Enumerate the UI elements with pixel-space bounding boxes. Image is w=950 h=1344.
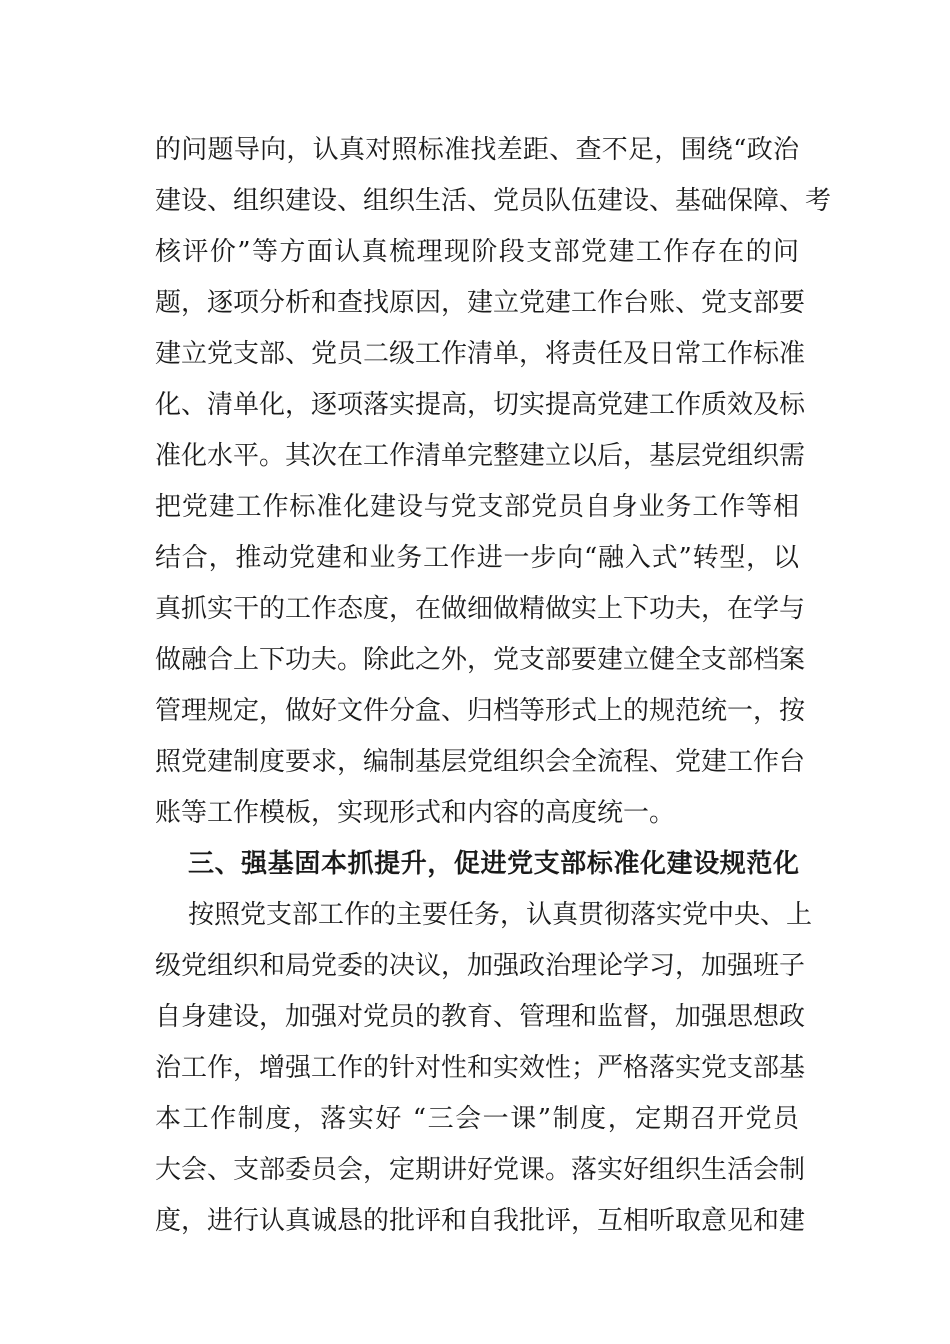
paragraph-2-line-6: 大会、支部委员会，定期讲好党课。落实好组织生活会制 — [155, 1155, 806, 1185]
paragraph-1-line-6: 化、清单化，逐项落实提高，切实提高党建工作质效及标 — [155, 390, 806, 420]
paragraph-1-line-3: 核评价”等方面认真梳理现阶段支部党建工作存在的问 — [155, 237, 799, 267]
paragraph-1-line-13: 照党建制度要求，编制基层党组织会全流程、党建工作台 — [155, 747, 806, 777]
paragraph-2-line-2: 级党组织和局党委的决议，加强政治理论学习，加强班子 — [155, 951, 806, 981]
paragraph-1-line-14: 账等工作模板，实现形式和内容的高度统一。 — [155, 798, 676, 828]
section-heading: 三、强基固本抓提升，促进党支部标准化建设规范化 — [188, 849, 799, 879]
paragraph-1-line-11: 做融合上下功夫。除此之外，党支部要建立健全支部档案 — [155, 645, 806, 675]
paragraph-1-line-4: 题，逐项分析和查找原因，建立党建工作台账、党支部要 — [155, 288, 806, 318]
paragraph-1-line-9: 结合，推动党建和业务工作进一步向“融入式”转型，以 — [155, 543, 799, 573]
paragraph-1-line-10: 真抓实干的工作态度，在做细做精做实上下功夫，在学与 — [155, 594, 806, 624]
paragraph-1-line-1: 的问题导向，认真对照标准找差距、查不足，围绕“政治 — [155, 135, 799, 165]
paragraph-2-line-1: 按照党支部工作的主要任务，认真贯彻落实党中央、上 — [188, 900, 813, 930]
paragraph-1-line-7: 准化水平。其次在工作清单完整建立以后，基层党组织需 — [155, 441, 806, 471]
paragraph-1-line-8: 把党建工作标准化建设与党支部党员自身业务工作等相 — [155, 492, 799, 522]
paragraph-1-line-12: 管理规定，做好文件分盒、归档等形式上的规范统一，按 — [155, 696, 806, 726]
paragraph-1-line-5: 建立党支部、党员二级工作清单，将责任及日常工作标准 — [155, 339, 806, 369]
paragraph-2-line-3: 自身建设，加强对党员的教育、管理和监督，加强思想政 — [155, 1002, 806, 1032]
paragraph-2-line-4: 治工作，增强工作的针对性和实效性；严格落实党支部基 — [155, 1053, 806, 1083]
paragraph-1-line-2: 建设、组织建设、组织生活、党员队伍建设、基础保障、考 — [155, 186, 832, 216]
paragraph-2-line-7: 度，进行认真诚恳的批评和自我批评，互相听取意见和建 — [155, 1206, 806, 1236]
paragraph-2-line-5: 本工作制度，落实好 “三会一课”制度，定期召开党员 — [155, 1104, 799, 1134]
